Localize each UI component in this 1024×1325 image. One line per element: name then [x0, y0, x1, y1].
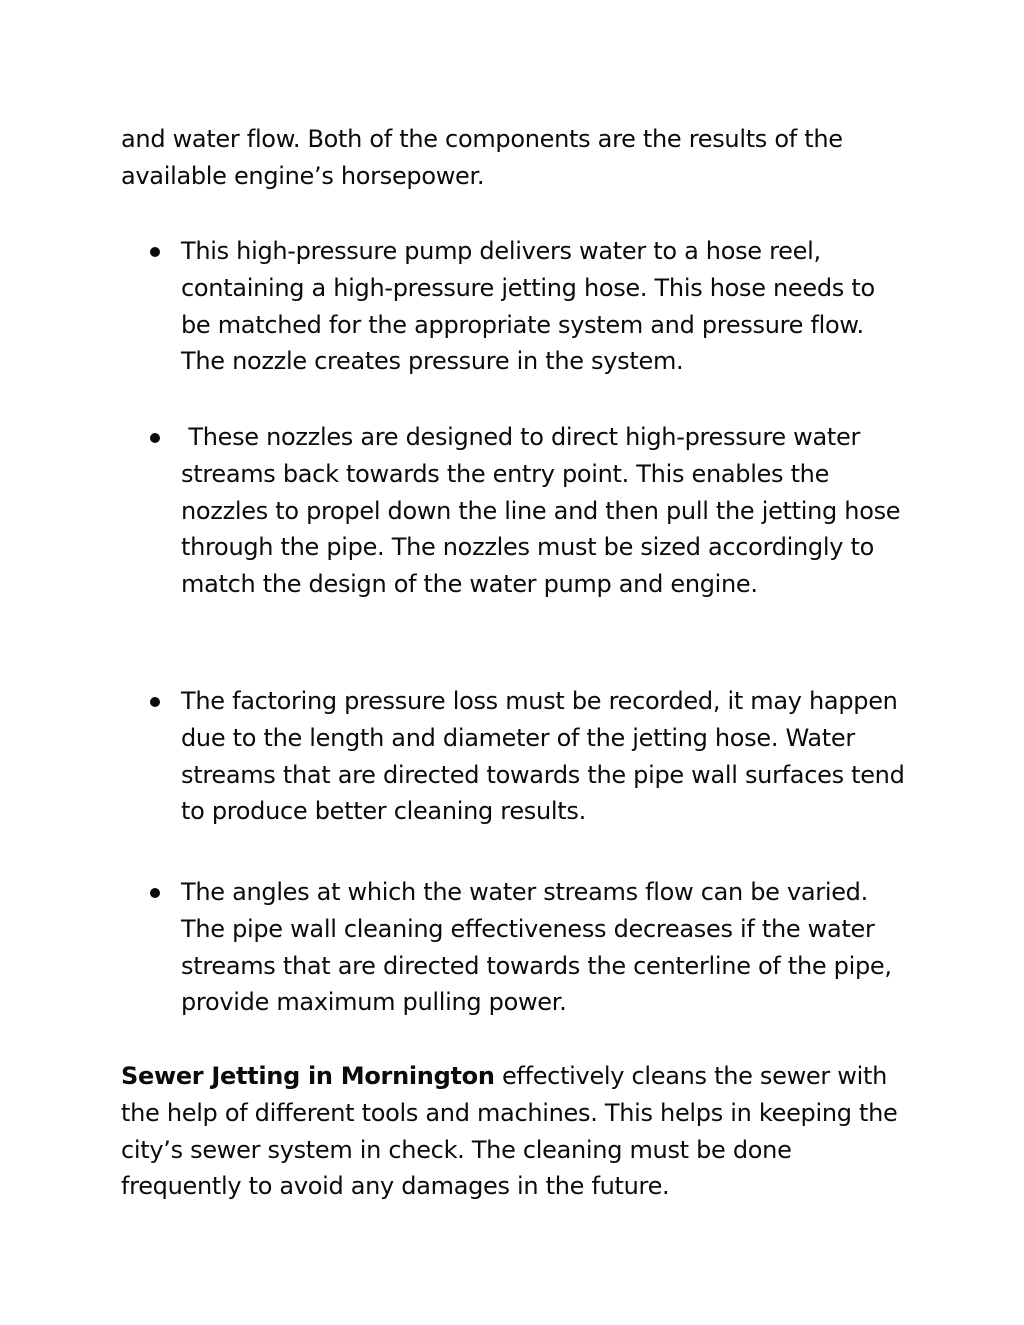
bullet-icon — [150, 433, 160, 443]
intro-paragraph: and water flow. Both of the components are the results of the available engine’s horsepower. — [121, 125, 843, 190]
closing-paragraph — [121, 1058, 911, 1205]
bullet-icon — [150, 888, 160, 898]
bullet-icon — [150, 697, 160, 707]
closing-text: effectively cleans the sewer with the help of different tools and machines. This helps in keeping the city’s sewer system in check. The cleaning must be done frequently to avoid any damages in the future. — [121, 1062, 898, 1201]
bullet-text: The factoring pressure loss must be recorded, it may happen due to the length and diameter of the jetting hose. Water streams that are directed towards the pipe wall surfaces tend to produce better cleaning results. — [181, 687, 905, 826]
bullet-text: This high-pressure pump delivers water to a hose reel, containing a high-pressure jetting hose. This hose needs to be matched for the appropriate system and pressure flow. The nozzle creates pressure in the system. — [181, 237, 875, 376]
bullet-text: These nozzles are designed to direct high-pressure water streams back towards the entry point. This enables the nozzles to propel down the line and then pull the jetting hose through the pipe. The nozzles must be sized accordingly to match the design of the water pump and engine. — [181, 423, 908, 599]
closing-bold-lead: Sewer Jetting in Mornington — [121, 1062, 495, 1090]
bullet-icon — [150, 247, 160, 257]
bullet-text: The angles at which the water streams flow can be varied. The pipe wall cleaning effectiveness decreases if the water streams that are directed towards the centerline of the pipe, provide maximum pulling power. — [181, 878, 892, 1017]
